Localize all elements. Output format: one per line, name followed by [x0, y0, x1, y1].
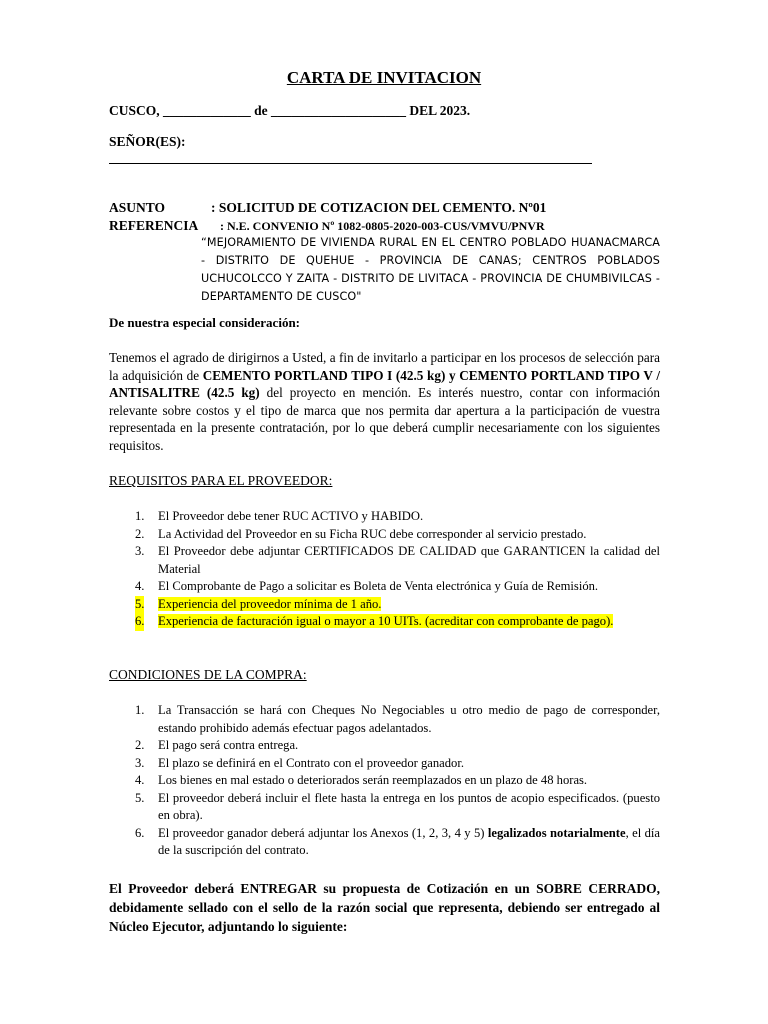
referencia-value: : N.E. CONVENIO Nº 1082-0805-2020-003-CUS/VMVU/PNVR [220, 219, 545, 233]
list-item: 3. El Proveedor debe adjuntar CERTIFICADOS DE CALIDAD que GARANTICEN la calidad del Material [135, 544, 660, 576]
greeting: De nuestra especial consideración: [109, 315, 301, 330]
intro-text-1: Tenemos el agrado de dirigirnos a Usted, a fin de invitarlo a participar en los procesos de selección para la adquisición de [109, 350, 660, 383]
list-item: 5. El proveedor deberá incluir el flete hasta la entrega en los puntos de acopio especificados. (puesto en obra). [135, 790, 660, 822]
list-item: 1. El Proveedor debe tener RUC ACTIVO y HABIDO. [135, 509, 424, 523]
referencia-project: “MEJORAMIENTO DE VIVIENDA RURAL EN EL CENTRO POBLADO HUANACMARCA - DISTRITO DE QUEHUE - PROVINCIA DE CANAS; CENTROS POBLADOS UCHUCOLCCO Y ZAITA - DISTRITO DE LIVITACA - PROVINCIA DE CHUMBIVILCAS - DEPARTAMENTO DE CUSCO" [201, 236, 660, 303]
requisitos-heading: REQUISITOS PARA EL PROVEEDOR: [109, 473, 333, 488]
intro-paragraph [109, 349, 660, 454]
recipient-blank-line [109, 163, 592, 164]
recipient-label: SEÑOR(ES): [109, 134, 186, 149]
document-title: CARTA DE INVITACION [286, 68, 482, 87]
list-item: 4. El Comprobante de Pago a solicitar es Boleta de Venta electrónica y Guía de Remisión. [135, 579, 599, 593]
intro-text-2: del proyecto en mención. Es interés nuestro, contar con información relevante sobre costos y el tipo de marca que nos permita dar apertura a la participación de vuestra representada en la presente contratación, por lo que deberá cumplir necesariamente con los siguientes requisitos. [109, 385, 660, 453]
referencia-label: REFERENCIA [109, 218, 199, 233]
intro-product-names: CEMENTO PORTLAND TIPO I (42.5 kg) y CEMENTO PORTLAND TIPO V / ANTISALITRE (42.5 kg) [109, 367, 660, 400]
condiciones-list [109, 702, 660, 860]
list-item: 1. La Transacción se hará con Cheques No Negociables u otro medio de pago de corresponder, estando prohibido además efectuar pagos adelantados. [135, 703, 660, 735]
date-line: CUSCO, _____________ de ____________________ DEL 2023. [109, 103, 471, 118]
list-item: 6. El proveedor ganador deberá adjuntar los Anexos (1, 2, 3, 4 y 5) legalizados notarialmente, el día de la suscripción del contrato. [135, 825, 660, 857]
list-item: 3. El plazo se definirá en el Contrato con el proveedor ganador. [135, 755, 464, 770]
list-item-highlighted: 6. Experiencia de facturación igual o mayor a 10 UITs. (acreditar con comprobante de pago). [109, 613, 660, 631]
list-item: 4. Los bienes en mal estado o deteriorados serán reemplazados en un plazo de 48 horas. [135, 773, 588, 787]
closing-paragraph: El Proveedor deberá ENTREGAR su propuesta de Cotización en un SOBRE CERRADO, debidamente sellado con el sello de la razón social que representa, debiendo ser entregado al Núcleo Ejecutor, adjuntando lo siguiente: [109, 881, 660, 934]
asunto-label: ASUNTO [109, 200, 166, 215]
condiciones-heading: CONDICIONES DE LA COMPRA: [109, 667, 307, 682]
list-item: 2. El pago será contra entrega. [135, 738, 299, 752]
list-item: 2. La Actividad del Proveedor en su Ficha RUC debe corresponder al servicio prestado. [135, 526, 587, 541]
asunto-value: : SOLICITUD DE COTIZACION DEL CEMENTO. Nº01 [211, 200, 547, 215]
list-item-highlighted: 5. Experiencia del proveedor mínima de 1 año. [109, 596, 660, 614]
requisitos-list [109, 508, 660, 631]
